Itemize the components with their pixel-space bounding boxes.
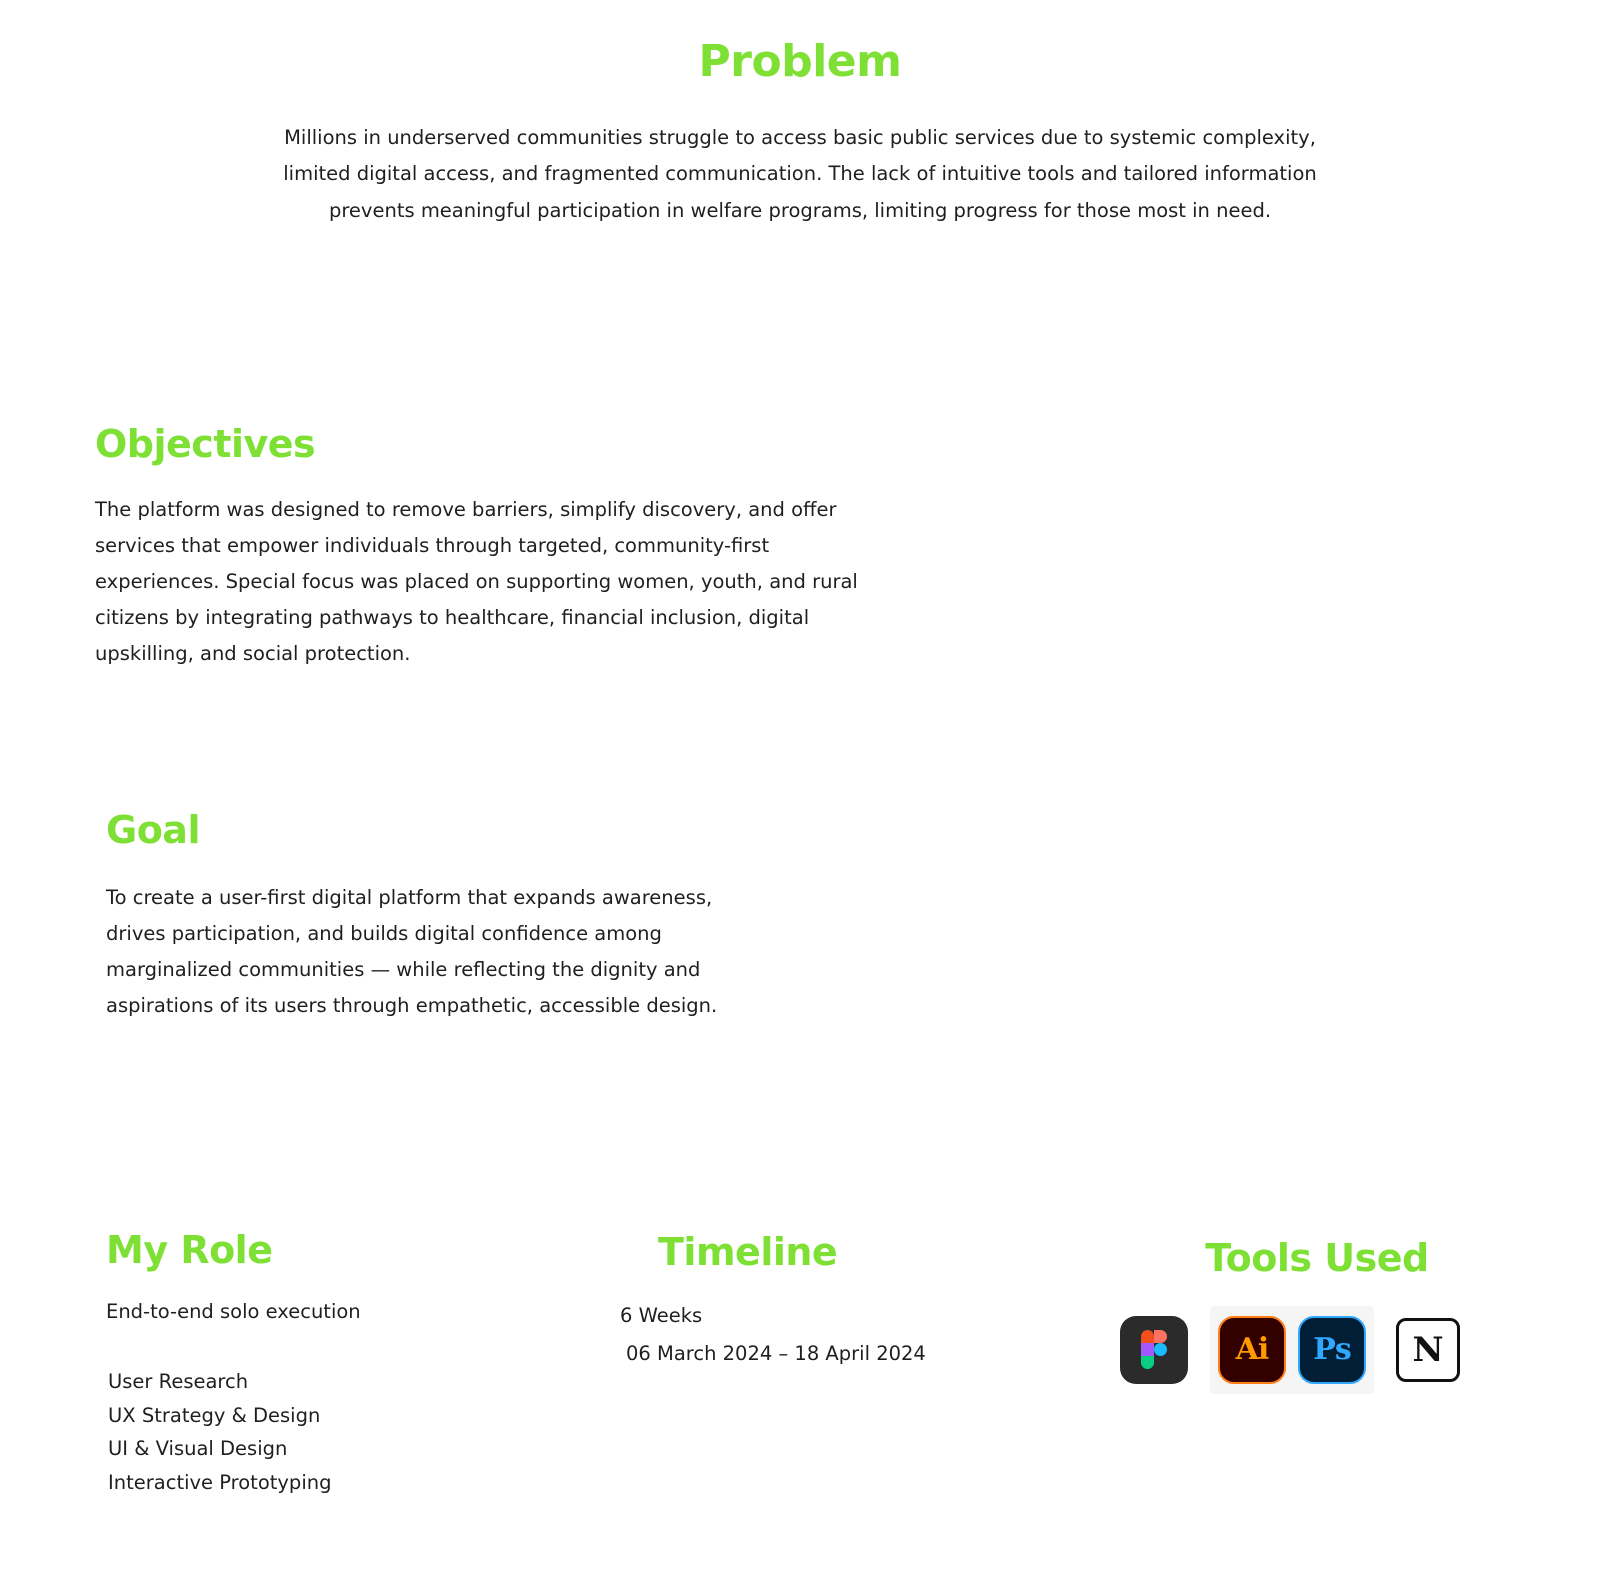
figma-glyph: [1141, 1330, 1167, 1369]
notion-label: N: [1412, 1329, 1444, 1370]
timeline-section: [620, 1232, 1020, 1369]
adobe-photoshop-icon: [1298, 1316, 1366, 1384]
list-item: UX Strategy & Design: [108, 1403, 321, 1427]
my-role-section: [106, 1230, 526, 1499]
list-item: UI & Visual Design: [108, 1437, 288, 1461]
problem-section: [0, 38, 1600, 229]
notion-icon: [1396, 1318, 1460, 1382]
timeline-heading: Timeline: [658, 1230, 838, 1274]
list-item: User Research: [108, 1369, 249, 1393]
problem-heading: Problem: [698, 36, 902, 87]
objectives-heading: Objectives: [95, 422, 316, 466]
adobe-illustrator-icon: [1218, 1316, 1286, 1384]
timeline-dates: 06 March 2024 – 18 April 2024: [626, 1341, 926, 1365]
my-role-heading: My Role: [106, 1228, 273, 1272]
adobe-photoshop-label: Ps: [1313, 1332, 1351, 1368]
adobe-icon-group: [1210, 1306, 1374, 1394]
problem-body-text: Millions in underserved communities struggle to access basic public services due to systemic complexity, limited digital access, and fragmented communication. The lack of intuitive tools and tailored information prevents meaningful participation in welfare programs, limiting progress for those most in need.: [283, 126, 1317, 222]
objectives-section: [95, 424, 915, 692]
goal-body-text: To create a user-first digital platform that expands awareness, drives participation, and builds digital confidence among marginalized communities — while reflecting the dignity and aspirations of its users through empathetic, accessible design.: [106, 885, 718, 1017]
my-role-list: [108, 1365, 526, 1499]
goal-section: [106, 810, 806, 1044]
goal-heading: Goal: [106, 808, 200, 852]
tools-icon-row: [1120, 1306, 1520, 1394]
my-role-subtitle: End-to-end solo execution: [106, 1299, 361, 1323]
objectives-body-text: The platform was designed to remove barriers, simplify discovery, and offer services that empower individuals through targeted, community-first experiences. Special focus was placed on supporting women, youth, and rural citizens by integrating pathways to healthcare, financial inclusion, digital upskilling, and social protection.: [95, 497, 858, 666]
tools-used-section: [1100, 1238, 1520, 1394]
adobe-illustrator-label: Ai: [1235, 1332, 1269, 1368]
tools-used-heading: Tools Used: [1205, 1236, 1429, 1280]
figma-icon: [1120, 1316, 1188, 1384]
list-item: Interactive Prototyping: [108, 1470, 332, 1494]
timeline-duration: 6 Weeks: [620, 1303, 703, 1327]
